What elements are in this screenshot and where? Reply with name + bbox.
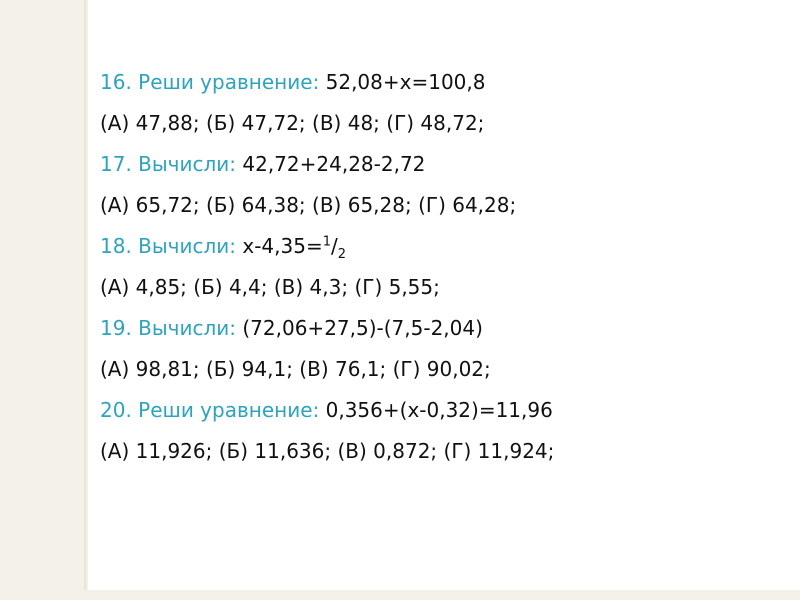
question-17 bbox=[100, 144, 780, 185]
fraction-slash: / bbox=[331, 234, 338, 258]
question-17-heading: 17. Вычисли: bbox=[100, 152, 237, 176]
question-18-expression: x-4,35= bbox=[236, 234, 323, 258]
question-16-expression: 52,08+x=100,8 bbox=[319, 70, 486, 94]
question-20-heading: 20. Реши уравнение: bbox=[100, 398, 320, 422]
question-18-options: (А) 4,85; (Б) 4,4; (В) 4,3; (Г) 5,55; bbox=[100, 275, 440, 299]
slide-content bbox=[100, 62, 780, 472]
question-16 bbox=[100, 62, 780, 103]
question-20 bbox=[100, 390, 780, 431]
left-bar-edge bbox=[84, 0, 88, 600]
fraction-numerator: 1 bbox=[322, 234, 331, 250]
question-16-heading: 16. Реши уравнение: bbox=[100, 70, 320, 94]
question-20-options: (А) 11,926; (Б) 11,636; (В) 0,872; (Г) 11,924; bbox=[100, 439, 555, 463]
question-18-heading: 18. Вычисли: bbox=[100, 234, 237, 258]
question-19-expression: (72,06+27,5)-(7,5-2,04) bbox=[236, 316, 483, 340]
question-19-options: (А) 98,81; (Б) 94,1; (В) 76,1; (Г) 90,02; bbox=[100, 357, 491, 381]
question-19 bbox=[100, 308, 780, 349]
bottom-decorative-bar bbox=[0, 590, 800, 600]
question-20-expression: 0,356+(x-0,32)=11,96 bbox=[319, 398, 553, 422]
left-decorative-bar bbox=[0, 0, 84, 600]
question-19-heading: 19. Вычисли: bbox=[100, 316, 237, 340]
question-17-options: (А) 65,72; (Б) 64,38; (В) 65,28; (Г) 64,28; bbox=[100, 193, 517, 217]
fraction-denominator: 2 bbox=[337, 247, 347, 262]
question-17-expression: 42,72+24,28-2,72 bbox=[236, 152, 426, 176]
question-16-options: (А) 47,88; (Б) 47,72; (В) 48; (Г) 48,72; bbox=[100, 111, 485, 135]
question-18 bbox=[100, 226, 780, 267]
